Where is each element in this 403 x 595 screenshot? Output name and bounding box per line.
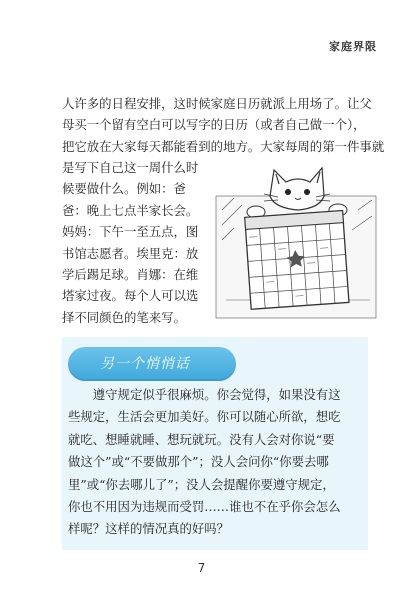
callout-body-line: 做这个”或“不要做那个”；没人会问你“你要去哪 — [68, 454, 329, 470]
callout-body-line: 就吃、想睡就睡、想玩就玩。没有人会对你说“要 — [68, 431, 335, 447]
paragraph-2-line: 候要做什么。例如：爸 — [62, 181, 186, 197]
paragraph-2-line: 塔家过夜。每个人可以选 — [62, 288, 199, 304]
paragraph-2-line: 妈妈：下午一至五点，图 — [62, 224, 199, 240]
callout-body-line: 你也不用因为违规而受罚……谁也不在乎你会怎么 — [68, 499, 341, 515]
paragraph-2-line: 书馆志愿者。埃里克：放 — [62, 245, 199, 261]
callout-body-line: 些规定，生活会更加美好。你可以随心所欲，想吃 — [68, 409, 341, 425]
running-header: 家庭界限 — [329, 40, 377, 53]
cat-calendar-illustration — [212, 150, 380, 320]
paragraph-1 — [62, 93, 385, 157]
paragraph-2-line: 是写下自己这一周什么时 — [62, 160, 199, 175]
paragraph-2 — [62, 157, 214, 328]
callout-body-line: 样呢？这样的情况真的好吗？ — [68, 521, 230, 537]
paragraph-1-line: 人许多的日程安排，这时候家庭日历就派上用场了。让父 — [62, 96, 372, 111]
callout-title: 另一个悄悄话 — [100, 356, 190, 372]
callout-body-line: 里”或“你去哪儿了”；没人会提醒你要遵守规定， — [68, 476, 335, 492]
paragraph-1-line: 母买一个留有空白可以写字的日历（或者自己做一个）， — [62, 117, 366, 133]
callout-body-line: 遵守规定似乎很麻烦。你会觉得，如果没有这 — [68, 387, 341, 402]
paragraph-2-line: 择不同颜色的笔来写。 — [62, 309, 186, 325]
paragraph-1-line: 把它放在大家每天都能看到的地方。大家每周的第一件事就 — [62, 138, 385, 154]
callout-body — [68, 384, 360, 541]
paragraph-2-line: 爸：晚上七点半家长会。 — [62, 202, 199, 218]
paragraph-2-line: 学后踢足球。肖娜：在维 — [62, 267, 199, 283]
page-number: 7 — [197, 561, 206, 575]
